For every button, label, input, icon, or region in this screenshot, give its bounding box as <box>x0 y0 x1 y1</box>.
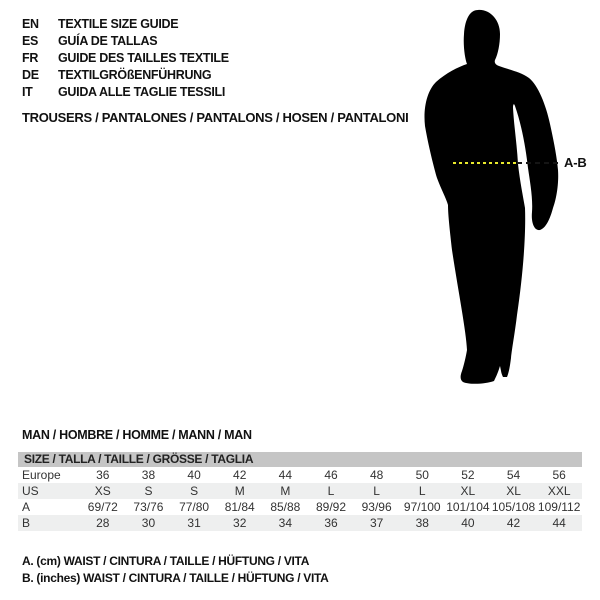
table-cell: L <box>327 484 335 498</box>
footnote: B. (inches) WAIST / CINTURA / TAILLE / HÜFTUNG / VITA <box>22 570 329 585</box>
table-cell: XL <box>460 484 476 498</box>
table-row <box>18 499 582 515</box>
table-cell: 36 <box>96 468 110 482</box>
waist-measure-dash-off-body <box>517 162 561 164</box>
language-code: IT <box>22 85 33 99</box>
man-silhouette-svg <box>410 0 600 400</box>
language-row <box>22 84 229 101</box>
table-cell: 56 <box>552 468 566 482</box>
size-table-body <box>18 467 582 531</box>
table-cell: 32 <box>233 516 247 530</box>
table-cell: 81/84 <box>224 500 255 514</box>
table-cell: XL <box>506 484 521 498</box>
language-row <box>22 50 229 67</box>
language-label: TEXTILE SIZE GUIDE <box>58 17 179 31</box>
language-list <box>22 16 229 101</box>
language-label: TEXTILGRÖßENFÜHRUNG <box>58 68 212 82</box>
table-cell: 42 <box>506 516 521 530</box>
size-table-header-bar: SIZE / TALLA / TAILLE / GRÖSSE / TAGLIA <box>18 452 582 467</box>
table-cell: 38 <box>415 516 429 530</box>
language-label: GUIDA ALLE TAGLIE TESSILI <box>58 85 226 99</box>
table-cell: 30 <box>141 516 156 530</box>
table-cell: 97/100 <box>403 500 441 514</box>
table-cell: 54 <box>506 468 521 482</box>
size-section-title: MAN / HOMBRE / HOMME / MANN / MAN <box>22 428 252 442</box>
table-cell: L <box>418 484 426 498</box>
table-cell: 48 <box>369 468 384 482</box>
table-cell: S <box>144 484 153 498</box>
language-code: DE <box>22 68 39 82</box>
table-cell: 44 <box>278 468 293 482</box>
table-cell: 40 <box>461 516 475 530</box>
table-cell: 42 <box>233 468 247 482</box>
waist-measure-dash-on-body <box>453 162 517 164</box>
footnotes <box>22 553 329 586</box>
table-cell: M <box>234 484 245 498</box>
table-cell: 37 <box>369 516 384 530</box>
table-cell: 50 <box>415 468 429 482</box>
table-row <box>18 515 582 531</box>
table-cell: XXL <box>547 484 571 498</box>
table-cell: 52 <box>461 468 475 482</box>
table-cell: 44 <box>552 516 566 530</box>
table-cell: 40 <box>187 468 201 482</box>
table-cell: XS <box>94 484 111 498</box>
row-label: Europe <box>22 468 61 482</box>
language-label: GUIDE DES TAILLES TEXTILE <box>58 51 229 65</box>
row-label: B <box>22 516 31 530</box>
footnote: A. (cm) WAIST / CINTURA / TAILLE / HÜFTUNG / VITA <box>22 554 310 568</box>
table-cell: 28 <box>96 516 110 530</box>
table-cell: M <box>280 484 291 498</box>
language-label: GUÍA DE TALLAS <box>58 34 158 48</box>
table-cell: 34 <box>278 516 293 530</box>
row-label: US <box>22 484 39 498</box>
table-cell: 77/80 <box>179 500 210 514</box>
table-cell: 69/72 <box>87 500 118 514</box>
table-cell: L <box>373 484 380 498</box>
category-title: TROUSERS / PANTALONES / PANTALONS / HOSEN / PANTALONI <box>22 110 409 125</box>
language-row <box>22 67 229 84</box>
table-cell: 31 <box>187 516 201 530</box>
table-cell: 89/92 <box>315 500 346 514</box>
table-cell: 93/96 <box>361 500 392 514</box>
table-cell: 85/88 <box>270 500 301 514</box>
row-label: A <box>22 500 31 514</box>
table-cell: 36 <box>324 516 338 530</box>
language-code: EN <box>22 17 39 31</box>
table-row <box>18 483 582 499</box>
table-cell: 46 <box>324 468 338 482</box>
language-code: ES <box>22 34 39 48</box>
table-cell: 101/104 <box>446 500 490 514</box>
table-cell: 109/112 <box>537 500 581 514</box>
language-row <box>22 33 229 50</box>
man-silhouette <box>410 0 600 400</box>
measure-label: A-B <box>564 155 587 170</box>
language-row <box>22 16 229 33</box>
size-table <box>18 452 582 531</box>
table-cell: 105/108 <box>491 500 536 514</box>
language-code: FR <box>22 51 39 65</box>
table-cell: 38 <box>141 468 156 482</box>
table-cell: 73/76 <box>133 500 164 514</box>
table-row <box>18 467 582 483</box>
table-cell: S <box>190 484 199 498</box>
